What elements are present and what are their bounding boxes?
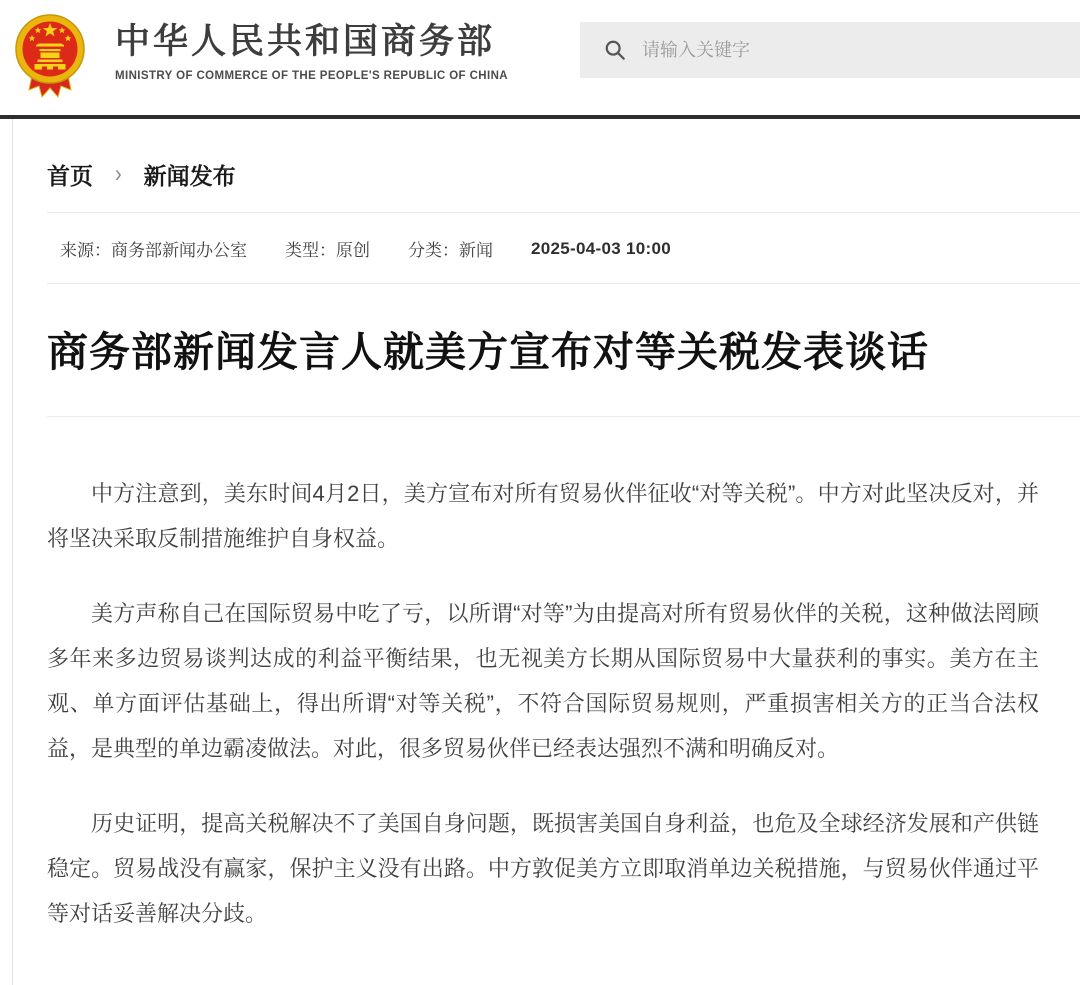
- meta-source-value: 商务部新闻办公室: [111, 241, 247, 260]
- meta-category-value: 新闻: [459, 241, 493, 260]
- national-emblem-logo[interactable]: [13, 13, 87, 101]
- chevron-right-icon: ›: [115, 160, 122, 188]
- meta-datetime: 2025-04-03 10:00: [531, 238, 671, 258]
- article-body: [47, 471, 1039, 936]
- site-title: 中华人民共和国商务部: [115, 22, 496, 61]
- content-area: [12, 119, 1080, 985]
- article-paragraph: 中方注意到，美东时间4月2日，美方宣布对所有贸易伙伴征收“对等关税”。中方对此坚决反对，并将坚决采取反制措施维护自身权益。: [47, 481, 1039, 552]
- article-paragraph: 历史证明，提高关税解决不了美国自身问题，既损害美国自身利益，也危及全球经济发展和产供链稳定。贸易战没有赢家，保护主义没有出路。中方敦促美方立即取消单边关税措施，与贸易伙伴通过平等对话妥善解决分歧。: [47, 811, 1039, 927]
- site-brand: [115, 21, 508, 82]
- meta-type-value: 原创: [336, 241, 370, 260]
- site-subtitle: MINISTRY OF COMMERCE OF THE PEOPLE'S REPUBLIC OF CHINA: [115, 70, 508, 82]
- search-icon[interactable]: [604, 39, 626, 61]
- site-header: [0, 0, 1080, 115]
- title-divider: [47, 416, 1080, 417]
- meta-divider: [47, 283, 1080, 284]
- meta-category: [408, 236, 493, 261]
- article-paragraph: 美方声称自己在国际贸易中吃了亏，以所谓“对等”为由提高对所有贸易伙伴的关税，这种做法罔顾多年来多边贸易谈判达成的利益平衡结果，也无视美方长期从国际贸易中大量获利的事实。美方在主观、单方面评估基础上，得出所谓“对等关税”，不符合国际贸易规则，严重损害相关方的正当合法权益，是典型的单边霸凌做法。对此，很多贸易伙伴已经表达强烈不满和明确反对。: [47, 601, 1039, 762]
- article-meta-bar: [47, 236, 1080, 261]
- breadcrumb: [47, 119, 1080, 191]
- meta-category-label: 分类：: [408, 241, 459, 260]
- meta-source: [60, 236, 247, 261]
- search-box: [580, 22, 1080, 78]
- search-input[interactable]: [642, 40, 962, 61]
- breadcrumb-item-news[interactable]: 新闻发布: [143, 163, 236, 189]
- meta-type: [285, 236, 370, 261]
- breadcrumb-divider: [47, 212, 1080, 213]
- breadcrumb-item-home[interactable]: 首页: [47, 163, 93, 189]
- article-title: 商务部新闻发言人就美方宣布对等关税发表谈话: [47, 329, 929, 375]
- meta-source-label: 来源：: [60, 241, 111, 260]
- meta-type-label: 类型：: [285, 241, 336, 260]
